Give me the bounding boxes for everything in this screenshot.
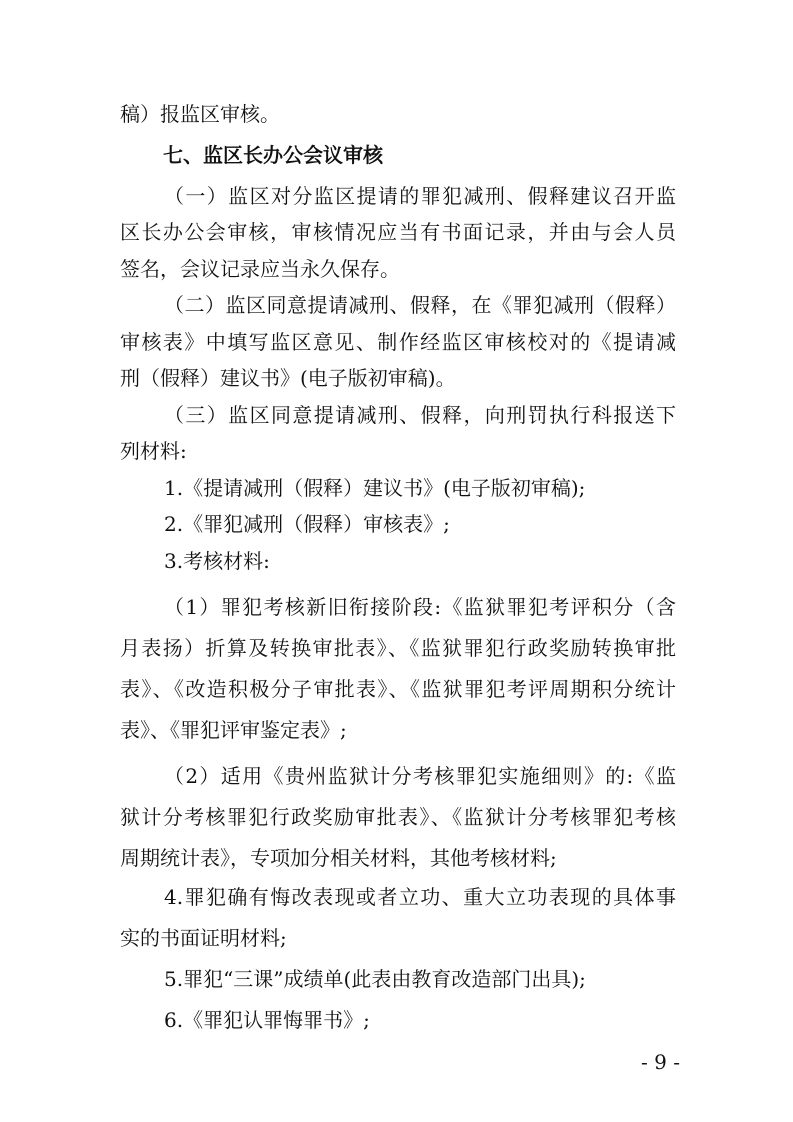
text-line: （一）监区对分监区提请的罪犯减刑、假释建议召开监 xyxy=(164,184,676,208)
text-line: 月表扬）折算及转换审批表》、《监狱罪犯行政奖励转换审批 xyxy=(120,636,676,660)
text-line: 周期统计表》，专项加分相关材料，其他考核材料; xyxy=(120,846,557,870)
text-line: （1）罪犯考核新旧衔接阶段:《监狱罪犯考评积分（含 xyxy=(164,595,676,619)
text-line: 稿）报监区审核。 xyxy=(120,102,280,126)
text-line: 列材料: xyxy=(120,439,187,463)
list-item: 4.罪犯确有悔改表现或者立功、重大立功表现的具体事 xyxy=(164,885,676,909)
list-item: 2.《罪犯减刑（假释）审核表》; xyxy=(164,512,450,536)
text-line: 刑（假释）建议书》(电子版初审稿)。 xyxy=(120,366,456,390)
text-line: （2）适用《贵州监狱计分考核罪犯实施细则》的:《监 xyxy=(164,764,676,788)
text-line: 审核表》中填写监区意见、制作经监区审核校对的《提请减 xyxy=(120,330,676,354)
text-line: 狱计分考核罪犯行政奖励审批表》、《监狱计分考核罪犯考核 xyxy=(120,805,676,829)
text-line: 区长办公会审核，审核情况应当有书面记录，并由与会人员 xyxy=(120,220,676,244)
text-line: 表》、《改造积极分子审批表》、《监狱罪犯考评周期积分统计 xyxy=(120,677,676,701)
list-item: 1.《提请减刑（假释）建议书》(电子版初审稿); xyxy=(164,476,586,500)
text-line: （三）监区同意提请减刑、假释，向刑罚执行科报送下 xyxy=(164,403,676,427)
list-item: 6.《罪犯认罪悔罪书》; xyxy=(164,1008,370,1032)
text-line: 签名，会议记录应当永久保存。 xyxy=(120,257,400,281)
text-line: （二）监区同意提请减刑、假释，在《罪犯减刑（假释） xyxy=(164,293,676,317)
list-item: 5.罪犯“三课”成绩单(此表由教育改造部门出具); xyxy=(164,967,586,991)
page-number: - 9 - xyxy=(641,1050,680,1074)
section-heading: 七、监区长办公会议审核 xyxy=(163,143,383,167)
list-item: 3.考核材料: xyxy=(164,549,270,573)
text-line: 表》、《罪犯评审鉴定表》; xyxy=(120,718,347,742)
text-line: 实的书面证明材料; xyxy=(120,926,287,950)
